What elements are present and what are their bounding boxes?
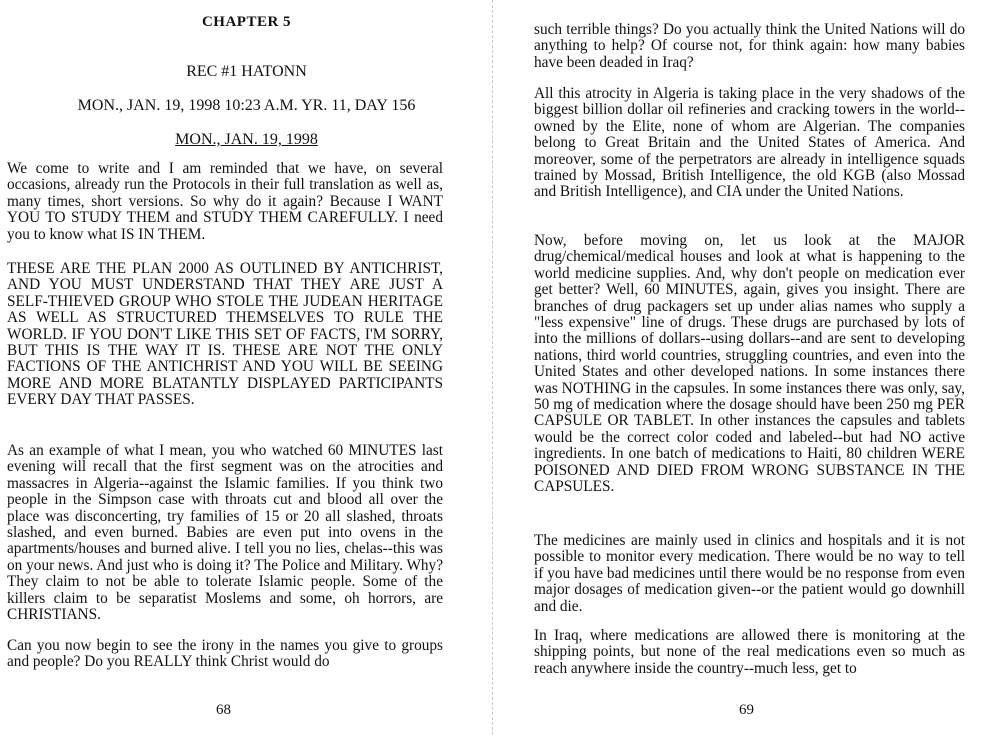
right-page [493,0,986,735]
paragraph: We come to write and I am reminded that we have, on several occasions, already run the Protocols in their full translation as well as, many times, short versions. So why do it again? Because I WANT YOU TO STUDY THEM and STUDY THEM CAREFULLY. I need you to know what IS IN THEM. [7,160,443,243]
paragraph: All this atrocity in Algeria is taking place in the very shadows of the biggest billion dollar oil refineries and cracking towers in the world--owned by the Elite, none of whom are Algerian. The companies belong to Great Britain and the United States of America. And moreover, some of the perpetrators are already in intelligence squads trained by Mossad, British Intelligence, the old KGB (also Mossad and British Intelligence), and CIA under the United Nations. [534,85,965,201]
paragraph: In Iraq, where medications are allowed there is monitoring at the shipping points, but none of the real medications even so much as reach anywhere inside the country--much less, get to [534,627,965,677]
paragraph: THESE ARE THE PLAN 2000 AS OUTLINED BY ANTICHRIST, AND YOU MUST UNDERSTAND THAT THEY ARE JUST A SELF-THIEVED GROUP WHO STOLE THE JUDEAN HERITAGE AS WELL AS STRUCTURED THEMSELVES TO RULE THE WORLD. IF YOU DON'T LIKE THIS SET OF FACTS, I'M SORRY, BUT THIS IS THE WAY IT IS. THESE ARE NOT THE ONLY FACTIONS OF THE ANTICHRIST AND YOU WILL BE SEEING MORE AND MORE BLATANTLY DISPLAYED PARTICIPANTS EVERY DAY THAT PASSES. [7,260,443,409]
subheading-date: MON., JAN. 19, 1998 [175,131,318,148]
page-number: 69 [739,702,754,718]
chapter-heading: CHAPTER 5 [201,14,292,30]
paragraph: such terrible things? Do you actually think the United Nations will do anything to help? Of course not, for think again: how many babies have been deaded in Iraq? [534,21,965,71]
page-number: 68 [216,702,231,718]
paragraph: As an example of what I mean, you who watched 60 MINUTES last evening will recall that the first segment was on the atrocities and massacres in Algeria--against the Islamic families. If you think two people in the Simpson case with throats cut and blood all over the place was disconcerting, try families of 15 or 20 all slashed, throats slashed, and even burned. Babies are even put into ovens in the apartments/houses and burned alive. I tell you no lies, chelas--this was on your news. And just who is doing it? The Police and Military. Why? They claim to not be able to tolerate Islamic people. Some of the killers claim to be separatist Moslems and some, oh horrors, are CHRISTIANS. [7,442,443,624]
rec-line: REC #1 HATONN [186,63,307,80]
paragraph: Now, before moving on, let us look at the MAJOR drug/chemical/medical houses and look at what is happening to the world medicine supplies. And, why don't people on medication ever get better? Well, 60 MINUTES, again, gives you insight. There are branches of drug packagers set up under alias names who supply a "less expensive" line of drugs. These drugs are purchased by lots of into the millions of dollars--using dollars--and are sent to developing nations, third world countries, struggling countries, and even into the United States and other developed nations. In some instances there was NOTHING in the capsules. In some instances there was only, say, 50 mg of medication where the dosage should have been 250 mg PER CAPSULE OR TABLET. In other instances the capsules and tablets would be the correct color coded and labeled--but had NO active ingredients. In one batch of medications to Haiti, 80 children WERE POISONED AND DIED FROM WRONG SUBSTANCE IN THE CAPSULES. [534,232,965,496]
paragraph: Can you now begin to see the irony in the names you give to groups and people? Do you REALLY think Christ would do [7,637,443,671]
paragraph: The medicines are mainly used in clinics and hospitals and it is not possible to monitor every medication. There would be no way to tell if you have bad medicines until there would be no response from even major dosages of medication given--or the patient would go downhill and die. [534,532,965,615]
dateline: MON., JAN. 19, 1998 10:23 A.M. YR. 11, DAY 156 [77,97,416,114]
